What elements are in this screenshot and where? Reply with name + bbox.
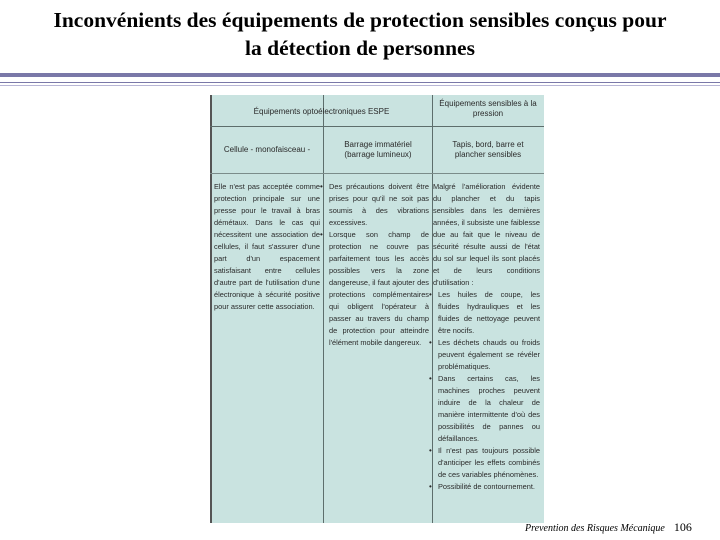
subheader-single-beam-cell: Cellule - monofaisceau - (223, 145, 311, 154)
scanned-table (210, 95, 544, 523)
slide-title (0, 6, 720, 62)
col3-intro: Malgré l'amélioration évidente du plancher et du tapis sensibles dans les dernières années, il subsiste une faiblesse due au fait que le niveau de sécurité résulte aussi de l'état du sol sur lequel ils sont placés et de leurs conditions d'utilisation : (433, 182, 540, 287)
title-rule-thin (0, 82, 720, 83)
title-rule-thick (0, 73, 720, 77)
slide-footer (525, 520, 692, 535)
header-optoelectronic: Équipements optoélectroniques ESPE (253, 107, 390, 116)
col1-paragraph: Elle n'est pas acceptée comme protection principale sur une presse pour le travail à bras démétaux. Dans le cas qui nécessitent une association de cellules, il faut s'assurer d'une part d'un espacement satisfaisant entre cellules d'autre part de l'utilisation d'une électronique à sécurité positive pour assurer cette association. (214, 182, 320, 311)
page-number: 106 (673, 520, 692, 534)
header-divider (210, 126, 544, 127)
title-rule-thin-light (0, 85, 720, 86)
header-pressure-sensitive: Équipements sensibles à la pression (439, 99, 537, 118)
subheader-light-curtain: Barrage immatériel (barrage lumineux) (344, 140, 412, 159)
col3-bullet-1: • Les huiles de coupe, les fluides hydrauliques et les fluides de nettoyage peuvent être nocifs. (429, 290, 540, 335)
col3-bullet-5: • Possibilité de contournement. (429, 482, 535, 491)
col2-bullet-2: • Lorsque son champ de protection ne couvre pas parfaitement tous les accès possibles vers la zone dangereuse, il faut ajouter des protections complémentaires qui obligent l'opérateur à passer au travers du champ de protection pour atteindre l'élément mobile dangereux. (320, 230, 429, 347)
table-left-border (210, 95, 212, 523)
col3-bullet-2: • Les déchets chauds ou froids peuvent également se révéler problématiques. (429, 338, 540, 371)
col1-text (214, 181, 320, 313)
footer-course-title: Prevention des Risques Mécanique (525, 523, 665, 534)
slide-title-line-2: la détection de personnes (245, 36, 475, 60)
col2-text (320, 181, 429, 349)
col2-bullet-1: • Des précautions doivent être prises pour qu'il ne soit pas soumis à des vibrations excessives. (320, 182, 429, 227)
subheader-divider (210, 173, 544, 174)
slide-title-line-1: Inconvénients des équipements de protection sensibles conçus pour (53, 8, 667, 32)
col3-bullet-4: • Il n'est pas toujours possible d'anticiper les effets combinés de ces variables phénomènes. (429, 446, 540, 479)
col3-text (429, 181, 540, 493)
col3-bullet-3: • Dans certains cas, les machines proches peuvent induire de la chaleur de manière intermittente d'où des possibilités de pannes ou défaillances. (429, 374, 540, 443)
subheader-mats-edges: Tapis, bord, barre et plancher sensibles (452, 140, 524, 159)
